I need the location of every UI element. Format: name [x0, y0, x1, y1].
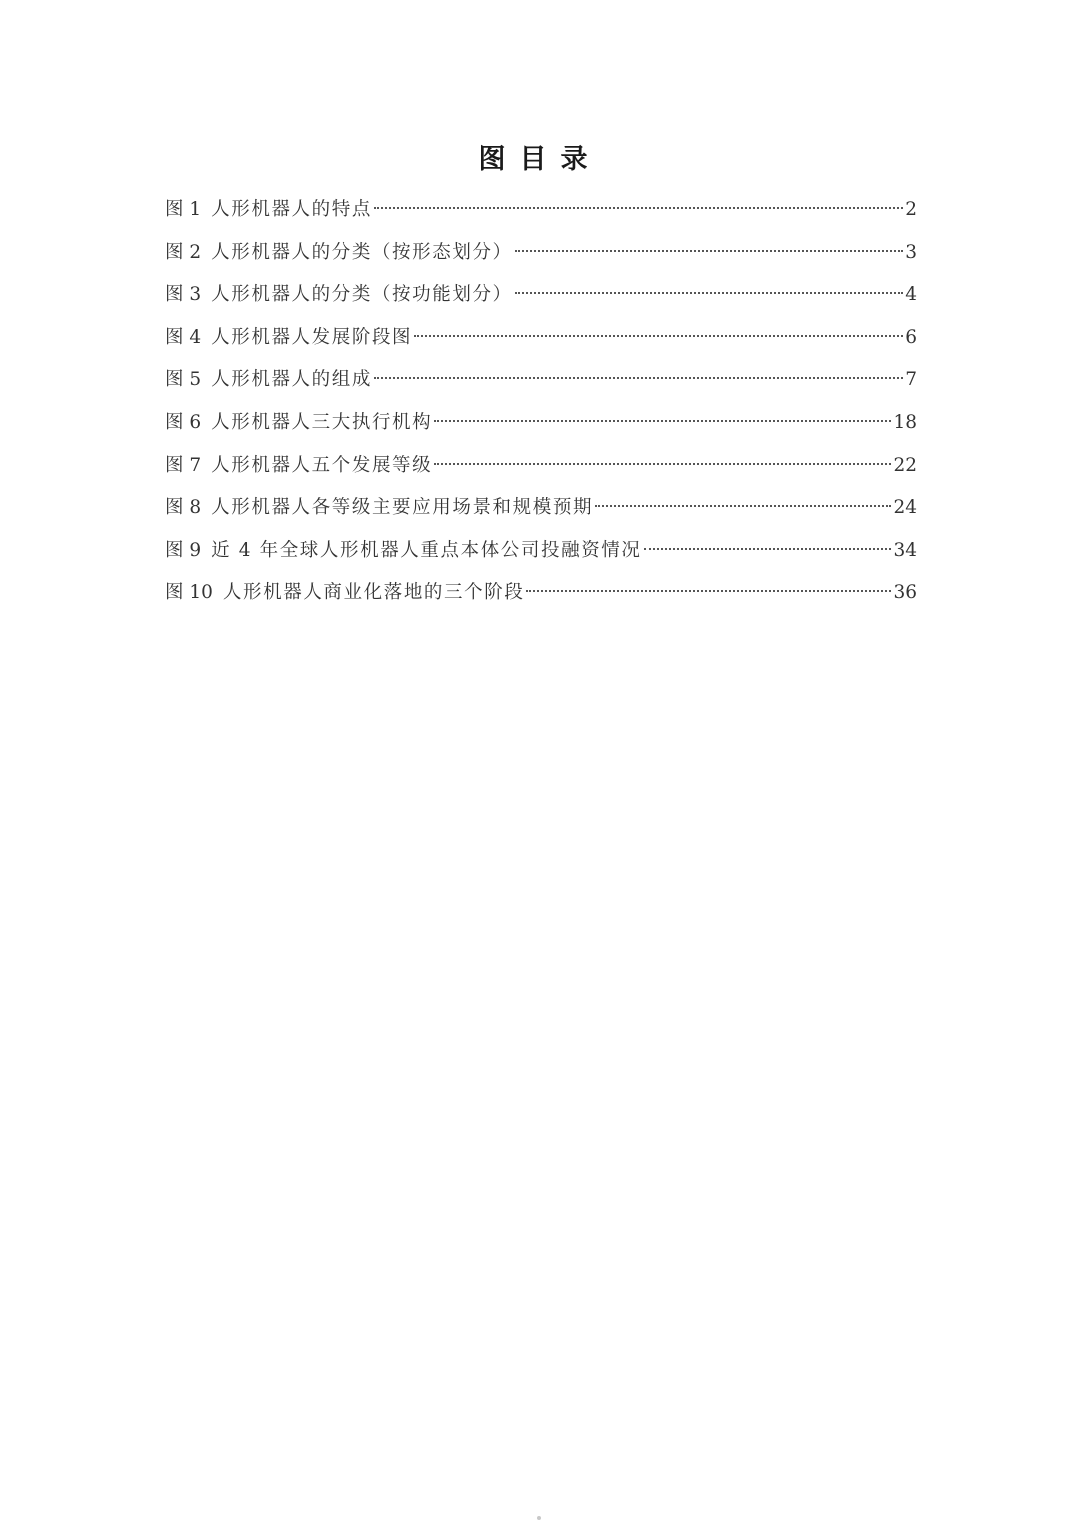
toc-entry-number: 图 8: [165, 497, 202, 519]
toc-entry-label: [165, 318, 412, 358]
toc-entry-page: 2: [905, 199, 917, 220]
dot-leader: [526, 590, 891, 592]
toc-entry-label: [165, 531, 642, 571]
dot-leader: [414, 335, 903, 337]
dot-leader: [434, 463, 891, 465]
toc-entry-text: 人形机器人三大执行机构: [211, 411, 433, 433]
dot-leader: [374, 377, 903, 379]
toc-entry[interactable]: [165, 573, 917, 616]
toc-entry-text: 人形机器人的特点: [211, 199, 372, 220]
toc-entry-text: 人形机器人商业化落地的三个阶段: [222, 582, 525, 604]
toc-entry-label: [165, 488, 593, 528]
toc-entry-number: 图 7: [165, 454, 202, 476]
toc-entry-page: 22: [893, 454, 917, 476]
toc-entry-text: 人形机器人的组成: [211, 369, 372, 391]
dot-leader: [434, 420, 891, 422]
toc-entry[interactable]: [165, 233, 917, 276]
toc-entry[interactable]: [165, 446, 917, 489]
toc-entry-label: [165, 360, 372, 400]
dot-leader: [595, 505, 891, 507]
toc-entry-text: 人形机器人各等级主要应用场景和规模预期: [211, 497, 594, 519]
toc-entry-label: [165, 573, 524, 613]
toc-entry-label: [165, 190, 372, 230]
toc-entry-number: 图 1: [165, 199, 202, 220]
toc-entry[interactable]: [165, 531, 917, 574]
toc-entry-number: 图 2: [165, 241, 202, 263]
toc-entry-label: [165, 403, 432, 443]
toc-entry-number: 图 6: [165, 411, 202, 433]
toc-entry-label: [165, 275, 513, 315]
page-title: 图目录: [478, 144, 602, 175]
toc-entry-text: 人形机器人的分类（按功能划分）: [211, 284, 513, 306]
dot-leader: [515, 292, 904, 294]
toc-entry[interactable]: [165, 403, 917, 446]
toc-entry-page: 3: [905, 241, 917, 263]
toc-entry-page: 18: [893, 411, 917, 433]
toc-entry-number: 图 5: [165, 369, 202, 391]
toc-entry[interactable]: [165, 488, 917, 531]
toc-entry[interactable]: [165, 275, 917, 318]
toc-entry-number: 图 10: [165, 582, 213, 604]
toc-entry-page: 24: [893, 497, 917, 519]
page-footer-dot: [537, 1516, 541, 1520]
toc-entry-text: 近 4 年全球人形机器人重点本体公司投融资情况: [211, 539, 642, 561]
toc-entry-number: 图 4: [165, 326, 202, 348]
toc-entry[interactable]: [165, 360, 917, 403]
toc-entry-page: 7: [905, 369, 917, 391]
toc-entry[interactable]: [165, 318, 917, 361]
dot-leader: [374, 207, 903, 209]
toc-entry[interactable]: [165, 190, 917, 233]
toc-entry-text: 人形机器人发展阶段图: [211, 326, 413, 348]
toc-entry-number: 图 9: [165, 539, 202, 561]
toc-entry-label: [165, 446, 432, 486]
dot-leader: [515, 250, 904, 252]
toc-entry-number: 图 3: [165, 284, 202, 306]
toc-entry-page: 34: [893, 539, 917, 561]
toc-entry-label: [165, 233, 513, 273]
toc-entry-page: 4: [905, 284, 917, 306]
toc-entry-text: 人形机器人的分类（按形态划分）: [211, 241, 513, 263]
figure-list: [165, 190, 917, 616]
toc-entry-page: 6: [905, 326, 917, 348]
toc-entry-text: 人形机器人五个发展等级: [211, 454, 433, 476]
dot-leader: [644, 548, 892, 550]
toc-entry-page: 36: [893, 582, 917, 604]
